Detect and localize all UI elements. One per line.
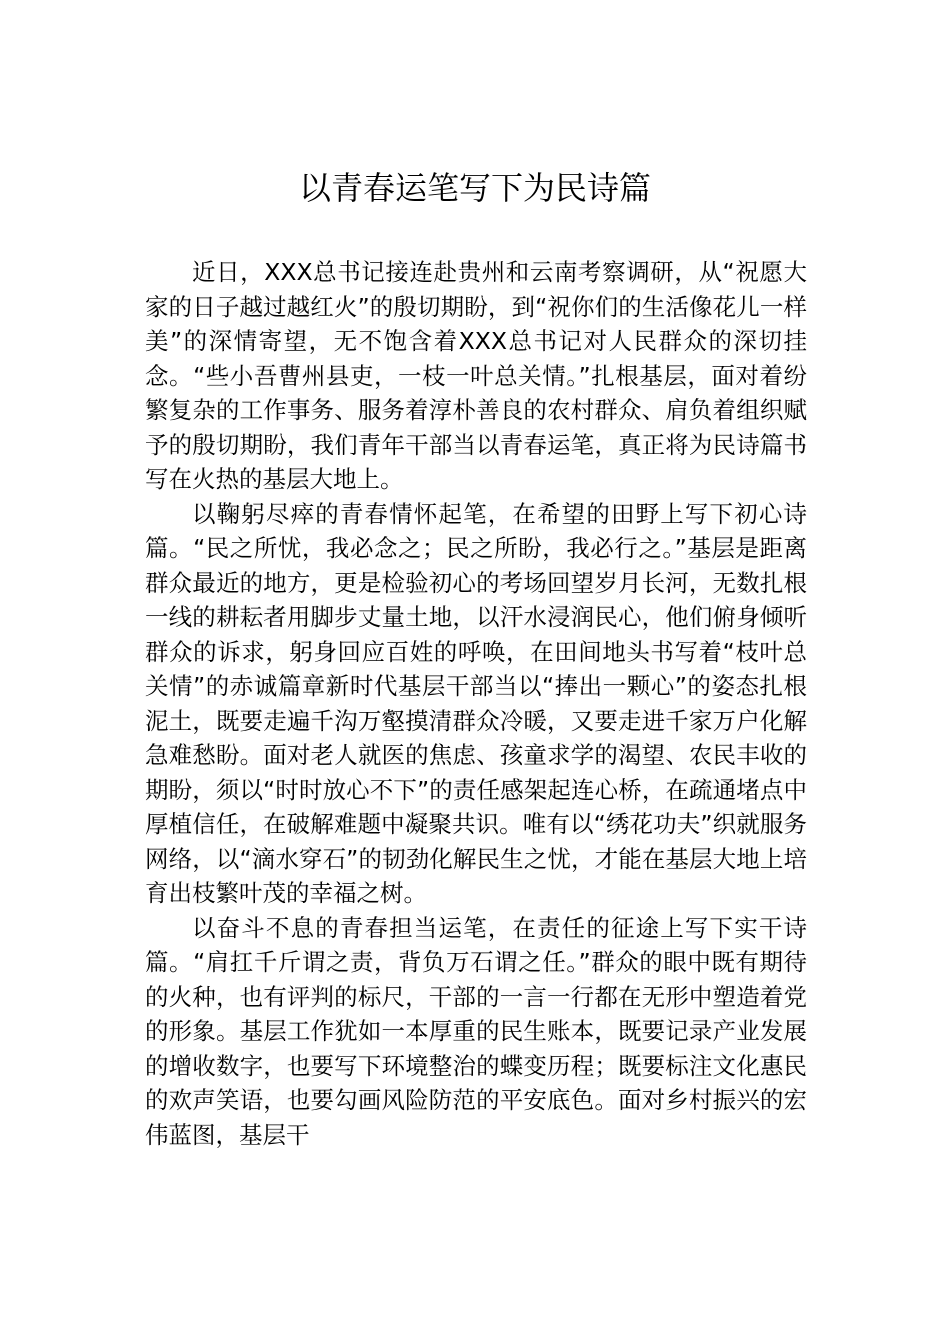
paragraph-2: 以鞠躬尽瘁的青春情怀起笔，在希望的田野上写下初心诗篇。“民之所忧，我必念之；民之所盼，我必行之。”基层是距离群众最近的地方，更是检验初心的考场回望岁月长河，无数扎根一线的耕耘者用脚步丈量土地，以汗水浸润民心，他们俯身倾听群众的诉求，躬身回应百姓的呼唤，在田间地头书写着“枝叶总关情”的赤诚篇章新时代基层干部当以“捧出一颗心”的姿态扎根泥土，既要走遍千沟万壑摸清群众冷暖，又要走进千家万户化解急难愁盼。面对老人就医的焦虑、孩童求学的渴望、农民丰收的期盼，须以“时时放心不下”的责任感架起连心桥，在疏通堵点中厚植信任，在破解难题中凝聚共识。唯有以“绣花功夫”织就服务网络，以“滴水穿石”的韧劲化解民生之忧，才能在基层大地上培育出枝繁叶茂的幸福之树。 [145,499,807,907]
document-body [145,255,807,1152]
paragraph-3: 以奋斗不息的青春担当运笔，在责任的征途上写下实干诗篇。“肩扛千斤谓之责，背负万石谓之任。”群众的眼中既有期待的火种，也有评判的标尺，干部的一言一行都在无形中塑造着党的形象。基层工作犹如一本厚重的民生账本，既要记录产业发展的增收数字，也要写下环境整治的蝶变历程；既要标注文化惠民的欢声笑语，也要勾画风险防范的平安底色。面对乡村振兴的宏伟蓝图，基层干 [145,913,807,1149]
document-title: 以青春运笔写下为民诗篇 [298,169,651,207]
paragraph-1: 近日，XXX总书记接连赴贵州和云南考察调研，从“祝愿大家的日子越过越红火”的殷切期盼，到“祝你们的生活像花儿一样美”的深情寄望，无不饱含着XXX总书记对人民群众的深切挂念。“些小吾曹州县吏，一枝一叶总关情。”扎根基层，面对着纷繁复杂的工作事务、服务着淳朴善良的农村群众、肩负着组织赋予的殷切期盼，我们青年干部当以青春运笔，真正将为民诗篇书写在火热的基层大地上。 [145,258,807,493]
